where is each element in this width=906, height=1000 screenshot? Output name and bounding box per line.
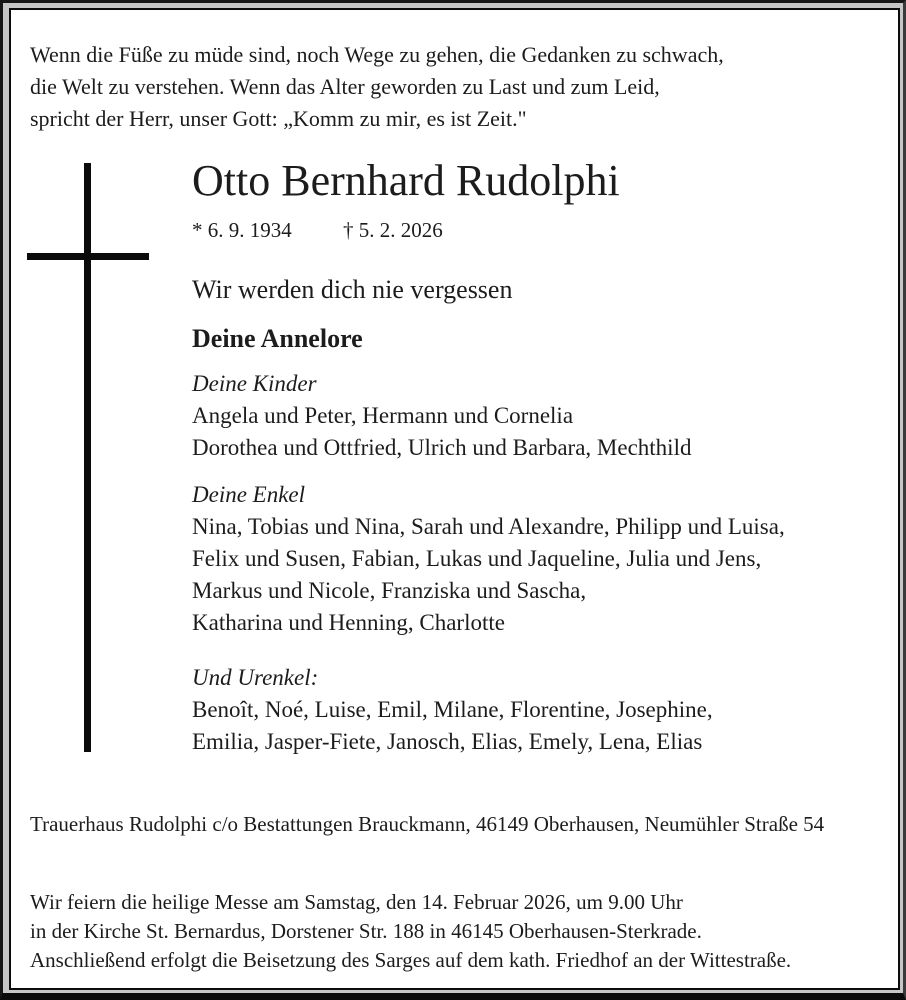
grandchildren-names: Felix und Susen, Fabian, Lukas und Jaqueline, Julia und Jens,: [192, 546, 762, 571]
cross-icon: [27, 253, 149, 260]
grandchildren-names: Nina, Tobias und Nina, Sarah und Alexandre, Philipp und Luisa,: [192, 514, 785, 539]
death-date: † 5. 2. 2026: [343, 218, 443, 242]
grandchildren-names: Markus und Nicole, Franziska und Sascha,: [192, 578, 587, 603]
children-heading: Deine Kinder: [192, 371, 317, 396]
life-dates: [192, 217, 443, 243]
grandchildren-names: Katharina und Henning, Charlotte: [192, 610, 505, 635]
grandchildren-heading: Deine Enkel: [192, 482, 306, 507]
farewell-message: Wir werden dich nie vergessen: [192, 275, 513, 304]
farewell-signature: Deine Annelore: [192, 324, 363, 353]
service-line: in der Kirche St. Bernardus, Dorstener Str. 188 in 46145 Oberhausen-Sterkrade.: [30, 919, 702, 943]
children-names: Dorothea und Ottfried, Ulrich und Barbara, Mechthild: [192, 435, 692, 460]
verse-line: spricht der Herr, unser Gott: „Komm zu mir, es ist Zeit.": [30, 106, 527, 131]
verse-line: die Welt zu verstehen. Wenn das Alter geworden zu Last und zum Leid,: [30, 74, 660, 99]
service-details: [30, 888, 791, 975]
children-section: [192, 368, 691, 464]
birth-date: * 6. 9. 1934: [192, 218, 292, 242]
verse-line: Wenn die Füße zu müde sind, noch Wege zu gehen, die Gedanken zu schwach,: [30, 42, 724, 67]
cross-icon: [84, 163, 91, 752]
funeral-home-address: Trauerhaus Rudolphi c/o Bestattungen Brauckmann, 46149 Oberhausen, Neumühler Straße 54: [30, 812, 825, 836]
great-grandchildren-names: Benoît, Noé, Luise, Emil, Milane, Florentine, Josephine,: [192, 697, 713, 722]
great-grandchildren-names: Emilia, Jasper-Fiete, Janosch, Elias, Emely, Lena, Elias: [192, 729, 703, 754]
grandchildren-section: [192, 479, 785, 639]
deceased-name: Otto Bernhard Rudolphi: [192, 156, 620, 205]
service-line: Wir feiern die heilige Messe am Samstag, den 14. Februar 2026, um 9.00 Uhr: [30, 890, 683, 914]
great-grandchildren-section: [192, 662, 713, 758]
great-grandchildren-heading: Und Urenkel:: [192, 665, 319, 690]
service-line: Anschließend erfolgt die Beisetzung des Sarges auf dem kath. Friedhof an der Wittestraße.: [30, 948, 792, 972]
opening-verse: [30, 39, 724, 135]
children-names: Angela und Peter, Hermann und Cornelia: [192, 403, 574, 428]
